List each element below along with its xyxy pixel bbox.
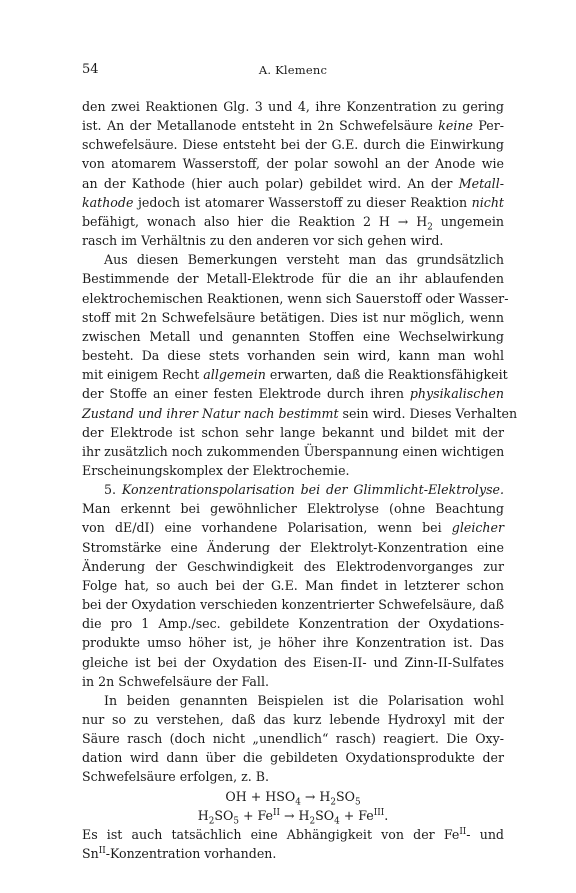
text-run: SO (336, 788, 355, 804)
superscript: II (273, 807, 280, 818)
text-run: ihr zusätzlich noch zukommenden Überspannung einen wichtigen (82, 443, 505, 459)
running-title: A. Klemenc (258, 63, 328, 77)
text-run: nur so zu verstehen, daß das kurz lebende Hydroxyl mit der (82, 712, 504, 727)
subscript: 2 (309, 816, 316, 827)
text-line (82, 327, 504, 346)
subscript: 5 (233, 816, 239, 827)
text-run: Man erkennt bei gewöhnlicher Elektrolyse (ohne Beachtung (82, 501, 504, 517)
text-line (82, 461, 504, 480)
text-run: - und (466, 826, 504, 842)
text-run: OH + HSO (225, 788, 296, 804)
text-line (82, 672, 504, 691)
text-line (82, 538, 504, 557)
text-run: Es ist auch tatsächlich eine Abhängigkeit von der Fe (82, 826, 460, 842)
text-line (82, 442, 504, 461)
text-run: → H (300, 788, 331, 804)
text-run: gleiche ist bei der Oxydation des Eisen-II- und Zinn-II-Sulfates (82, 654, 504, 670)
text-line (82, 384, 504, 403)
text-run: von dE/dI) eine vorhandene Polarisation, wenn bei (82, 520, 452, 536)
text-line (82, 825, 504, 844)
body-text (82, 97, 518, 863)
text-line (82, 116, 504, 135)
italic-run: physikalischen (409, 386, 504, 402)
italic-run: allgemein (203, 367, 266, 383)
superscript: II (459, 826, 467, 837)
italic-run: nicht (471, 194, 504, 210)
text-run: dation wird dann über die gebildeten Oxydationsprodukte der (82, 750, 504, 766)
page-number: 54 (82, 62, 99, 77)
text-line (82, 518, 504, 537)
italic-run: Metall- (458, 175, 504, 191)
subscript: 2 (330, 797, 336, 808)
text-run: + Fe (238, 807, 273, 823)
paragraph-first-line (82, 691, 504, 710)
text-run: ungemein (432, 213, 504, 229)
text-line (82, 499, 504, 518)
text-line (82, 557, 504, 576)
italic-run: keine (438, 118, 473, 134)
text-line (82, 595, 504, 614)
subscript: 2 (427, 222, 433, 233)
superscript: III (373, 807, 385, 818)
text-line (82, 346, 504, 365)
text-run: der Elektrode ist schon sehr lange bekannt und bildet mit der (82, 424, 504, 440)
text-line (82, 576, 504, 595)
text-run: Sn (82, 846, 99, 862)
text-line (82, 767, 504, 786)
text-line (82, 844, 504, 863)
text-run: die pro 1 Amp./sec. gebildete Konzentration der Oxydations- (82, 616, 504, 632)
text-line (82, 365, 508, 384)
italic-run: kathode (82, 194, 134, 210)
equation (82, 806, 504, 825)
text-line (82, 154, 504, 173)
text-run: Änderung der Geschwindigkeit des Elektrodenvorganges zur (82, 558, 504, 574)
text-run: von atomarem Wasserstoff, der polar sowohl an der Anode wie (82, 156, 504, 172)
text-run: befähigt, wonach also hier die Reaktion 2 H → H (82, 213, 428, 229)
text-line (82, 653, 504, 672)
text-run: H (197, 807, 209, 823)
text-run: elektrochemischen Reaktionen, wenn sich Sauerstoff oder Wasser- (82, 290, 509, 306)
text-line (82, 231, 504, 250)
italic-run: gleicher (451, 520, 504, 536)
subscript: 4 (334, 816, 340, 827)
text-run: . (384, 807, 389, 823)
text-run: zwischen Metall und genannten Stoffen eine Wechselwirkung (82, 328, 504, 344)
text-run: erwarten, daß die Reaktionsfähigkeit (265, 367, 508, 383)
text-line (82, 748, 504, 767)
text-line (82, 289, 509, 308)
text-run: SO (214, 807, 234, 823)
text-run: stoff mit 2n Schwefelsäure betätigen. Dies ist nur möglich, wenn (82, 309, 504, 325)
text-line (82, 135, 504, 154)
text-run: ist. An der Metallanode entsteht in 2n Schwefelsäure (82, 118, 439, 134)
text-run: an der Kathode (hier auch polar) gebildet wird. An der (82, 175, 459, 191)
text-run: + Fe (339, 807, 374, 823)
text-run: In beiden genannten Beispielen ist die Polarisation wohl (104, 692, 504, 708)
text-line (82, 710, 504, 729)
text-line (82, 614, 504, 633)
text-run: schwefelsäure. Diese entsteht bei der G.E. durch die Einwirkung (82, 137, 504, 153)
superscript: II (98, 845, 106, 856)
text-run: rasch im Verhältnis zu den anderen vor sich gehen wird. (82, 233, 444, 249)
text-run: Erscheinungskomplex der Elektrochemie. (82, 462, 350, 478)
text-line (82, 729, 504, 748)
text-run: Säure rasch (doch nicht „unendlich“ rasch) reagiert. Die Oxy- (82, 731, 504, 747)
text-line (82, 212, 504, 231)
text-line (82, 269, 504, 288)
paragraph-first-line (82, 250, 504, 269)
text-run: -Konzentration vorhanden. (105, 846, 277, 862)
text-run: jedoch ist atomarer Wasserstoff zu dieser Reaktion (133, 194, 472, 210)
equation (82, 787, 504, 806)
text-run: 5. (104, 482, 122, 498)
text-line (82, 193, 504, 212)
italic-run: Zustand und ihrer Natur nach bestimmt (82, 405, 339, 421)
subscript: 2 (208, 816, 215, 827)
text-run: Aus diesen Bemerkungen versteht man das grundsätzlich (104, 252, 504, 268)
text-run: Folge hat, so auch bei der G.E. Man findet in letzterer schon (82, 577, 504, 593)
text-run: in 2n Schwefelsäure der Fall. (82, 673, 269, 689)
text-run: Per- (472, 118, 504, 134)
subscript: 4 (295, 797, 301, 808)
text-line (82, 404, 518, 423)
text-run: besteht. Da diese stets vorhanden sein wird, kann man wohl (82, 348, 504, 364)
italic-run: Konzentrationspolarisation bei der Glimmlicht-Elektrolyse. (121, 482, 504, 498)
text-line (82, 423, 504, 442)
text-run: der Stoffe an einer festen Elektrode durch ihren (82, 386, 410, 402)
subscript: 5 (354, 797, 361, 808)
text-run: mit einigem Recht (82, 367, 204, 383)
text-run: Schwefelsäure erfolgen, z. B. (82, 769, 269, 785)
page-header (82, 62, 504, 82)
text-run: den zwei Reaktionen Glg. 3 und 4, ihre Konzentration zu gering (82, 99, 504, 114)
text-run: sein wird. Dieses Verhalten (338, 405, 518, 421)
text-run: → H (279, 807, 310, 823)
text-line (82, 174, 504, 193)
text-line (82, 97, 504, 116)
text-line (82, 308, 504, 327)
text-line (82, 633, 504, 652)
section-heading-line (82, 480, 504, 499)
text-run: Bestimmende der Metall-Elektrode für die an ihr ablaufenden (82, 271, 504, 287)
text-run: produkte umso höher ist, je höher ihre Konzentration ist. Das (82, 635, 504, 651)
text-run: bei der Oxydation verschieden konzentrierter Schwefelsäure, daß (82, 597, 504, 613)
text-run: Stromstärke eine Änderung der Elektrolyt-Konzentration eine (82, 539, 504, 555)
text-run: SO (315, 807, 335, 823)
